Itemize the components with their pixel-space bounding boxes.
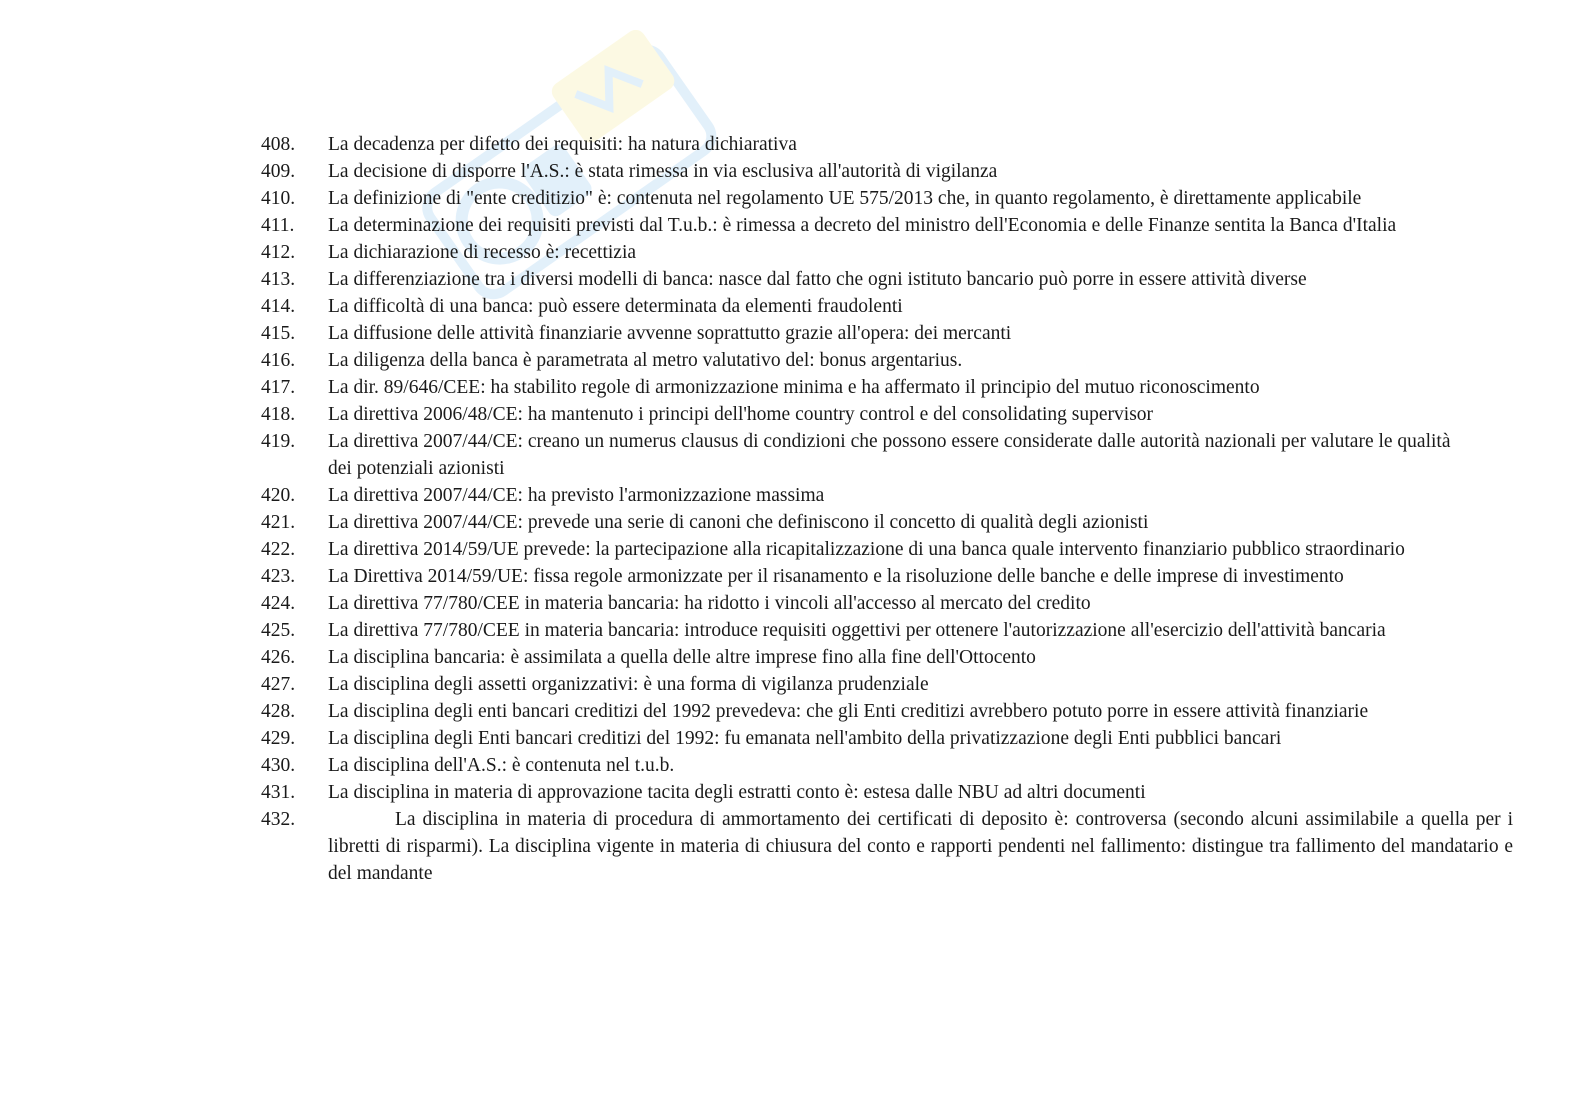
- item-number: 414.: [261, 296, 296, 317]
- item-number: 409.: [261, 161, 296, 182]
- list-item: [228, 266, 1495, 293]
- list-item: [228, 752, 1495, 779]
- item-number: 413.: [261, 269, 296, 290]
- item-text: La dichiarazione di recesso è: recettizia: [328, 242, 637, 263]
- item-number: 432.: [261, 809, 296, 830]
- list-item: [228, 374, 1495, 401]
- question-list: [195, 131, 1513, 887]
- item-text: La disciplina dell'A.S.: è contenuta nel t.u.b.: [328, 755, 675, 776]
- list-item: [228, 536, 1458, 563]
- item-text: La disciplina degli enti bancari creditizi del 1992 prevedeva: che gli Enti creditizi avrebbero potuto porre in essere attività finanziarie: [328, 701, 1369, 722]
- item-text: La disciplina bancaria: è assimilata a quella delle altre imprese fino alla fine dell'Ottocento: [328, 647, 1036, 668]
- list-item: [228, 293, 1495, 320]
- item-number: 412.: [261, 242, 296, 263]
- list-item: [228, 401, 1495, 428]
- item-number: 410.: [261, 188, 296, 209]
- item-text: La disciplina in materia di approvazione tacita degli estratti conto è: estesa dalle NBU ad altri documenti: [328, 782, 1146, 803]
- list-item: [228, 131, 1495, 158]
- item-text: La disciplina degli Enti bancari creditizi del 1992: fu emanata nell'ambito della privatizzazione degli Enti pubblici bancari: [328, 728, 1282, 749]
- item-text: La direttiva 77/780/CEE in materia bancaria: introduce requisiti oggettivi per ottenere l'autorizzazione all'esercizio dell'attività bancaria: [328, 620, 1386, 641]
- list-item: [228, 212, 1458, 239]
- list-item: [228, 779, 1495, 806]
- item-text: La definizione di "ente creditizio" è: contenuta nel regolamento UE 575/2013 che, in quanto regolamento, è direttamente applicabile: [328, 188, 1362, 209]
- list-item: [228, 158, 1495, 185]
- list-item: [228, 644, 1495, 671]
- item-text: La disciplina in materia di procedura di ammortamento dei certificati di deposito è: controversa (secondo alcuni assimilabile a quella per i libretti di risparmi). La disciplina vigente in materia di chiusura del conto e rapporti pendenti nel fallimento: distingue tra fallimento del mandatario e del mandante: [328, 809, 1513, 884]
- item-number: 417.: [261, 377, 296, 398]
- item-number: 431.: [261, 782, 296, 803]
- item-text: La diligenza della banca è parametrata al metro valutativo del: bonus argentarius.: [328, 350, 963, 371]
- item-text: La diffusione delle attività finanziarie avvenne soprattutto grazie all'opera: dei mercanti: [328, 323, 1012, 344]
- item-text: La difficoltà di una banca: può essere determinata da elementi fraudolenti: [328, 296, 903, 317]
- item-number: 411.: [261, 215, 295, 236]
- item-number: 419.: [261, 431, 296, 452]
- item-text: La Direttiva 2014/59/UE: fissa regole armonizzate per il risanamento e la risoluzione delle banche e delle imprese di investimento: [328, 566, 1344, 587]
- item-number: 429.: [261, 728, 296, 749]
- item-text: La direttiva 2014/59/UE prevede: la partecipazione alla ricapitalizzazione di una banca quale intervento finanziario pubblico straordinario: [328, 539, 1405, 560]
- item-text: La determinazione dei requisiti previsti dal T.u.b.: è rimessa a decreto del ministro dell'Economia e delle Finanze sentita la Banca d'Italia: [328, 215, 1397, 236]
- list-item: [228, 347, 1495, 374]
- item-text: La direttiva 77/780/CEE in materia bancaria: ha ridotto i vincoli all'accesso al mercato del credito: [328, 593, 1091, 614]
- item-number: 428.: [261, 701, 296, 722]
- item-number: 418.: [261, 404, 296, 425]
- item-number: 430.: [261, 755, 296, 776]
- item-text: La decisione di disporre l'A.S.: è stata rimessa in via esclusiva all'autorità di vigilanza: [328, 161, 998, 182]
- item-text: La dir. 89/646/CEE: ha stabilito regole di armonizzazione minima e ha affermato il principio del mutuo riconoscimento: [328, 377, 1260, 398]
- item-number: 421.: [261, 512, 296, 533]
- item-number: 422.: [261, 539, 296, 560]
- item-text: La direttiva 2007/44/CE: creano un numerus clausus di condizioni che possono essere considerate dalle autorità nazionali per valutare le qualità dei potenziali azionisti: [328, 431, 1451, 479]
- item-number: 424.: [261, 593, 296, 614]
- list-item: [228, 428, 1458, 482]
- item-text: La disciplina degli assetti organizzativi: è una forma di vigilanza prudenziale: [328, 674, 929, 695]
- item-text: La decadenza per difetto dei requisiti: ha natura dichiarativa: [328, 134, 797, 155]
- list-item: [228, 563, 1495, 590]
- list-item: [228, 185, 1495, 212]
- list-item: [228, 509, 1495, 536]
- list-item: [228, 698, 1495, 725]
- item-number: 415.: [261, 323, 296, 344]
- item-text: La direttiva 2007/44/CE: prevede una serie di canoni che definiscono il concetto di qualità degli azionisti: [328, 512, 1149, 533]
- item-number: 423.: [261, 566, 296, 587]
- item-number: 408.: [261, 134, 296, 155]
- list-item: [228, 320, 1495, 347]
- list-item: [228, 671, 1495, 698]
- list-item: [228, 482, 1495, 509]
- item-text: La direttiva 2006/48/CE: ha mantenuto i principi dell'home country control e del consolidating supervisor: [328, 404, 1154, 425]
- item-number: 420.: [261, 485, 296, 506]
- list-item: [228, 725, 1495, 752]
- list-item: [228, 617, 1518, 644]
- item-number: 427.: [261, 674, 296, 695]
- list-item: [228, 806, 1513, 887]
- item-text: La differenziazione tra i diversi modelli di banca: nasce dal fatto che ogni istituto bancario può porre in essere attività diverse: [328, 269, 1307, 290]
- list-item: [228, 239, 1495, 266]
- item-number: 426.: [261, 647, 296, 668]
- item-number: 425.: [261, 620, 296, 641]
- item-number: 416.: [261, 350, 296, 371]
- list-item: [228, 590, 1495, 617]
- item-text: La direttiva 2007/44/CE: ha previsto l'armonizzazione massima: [328, 485, 825, 506]
